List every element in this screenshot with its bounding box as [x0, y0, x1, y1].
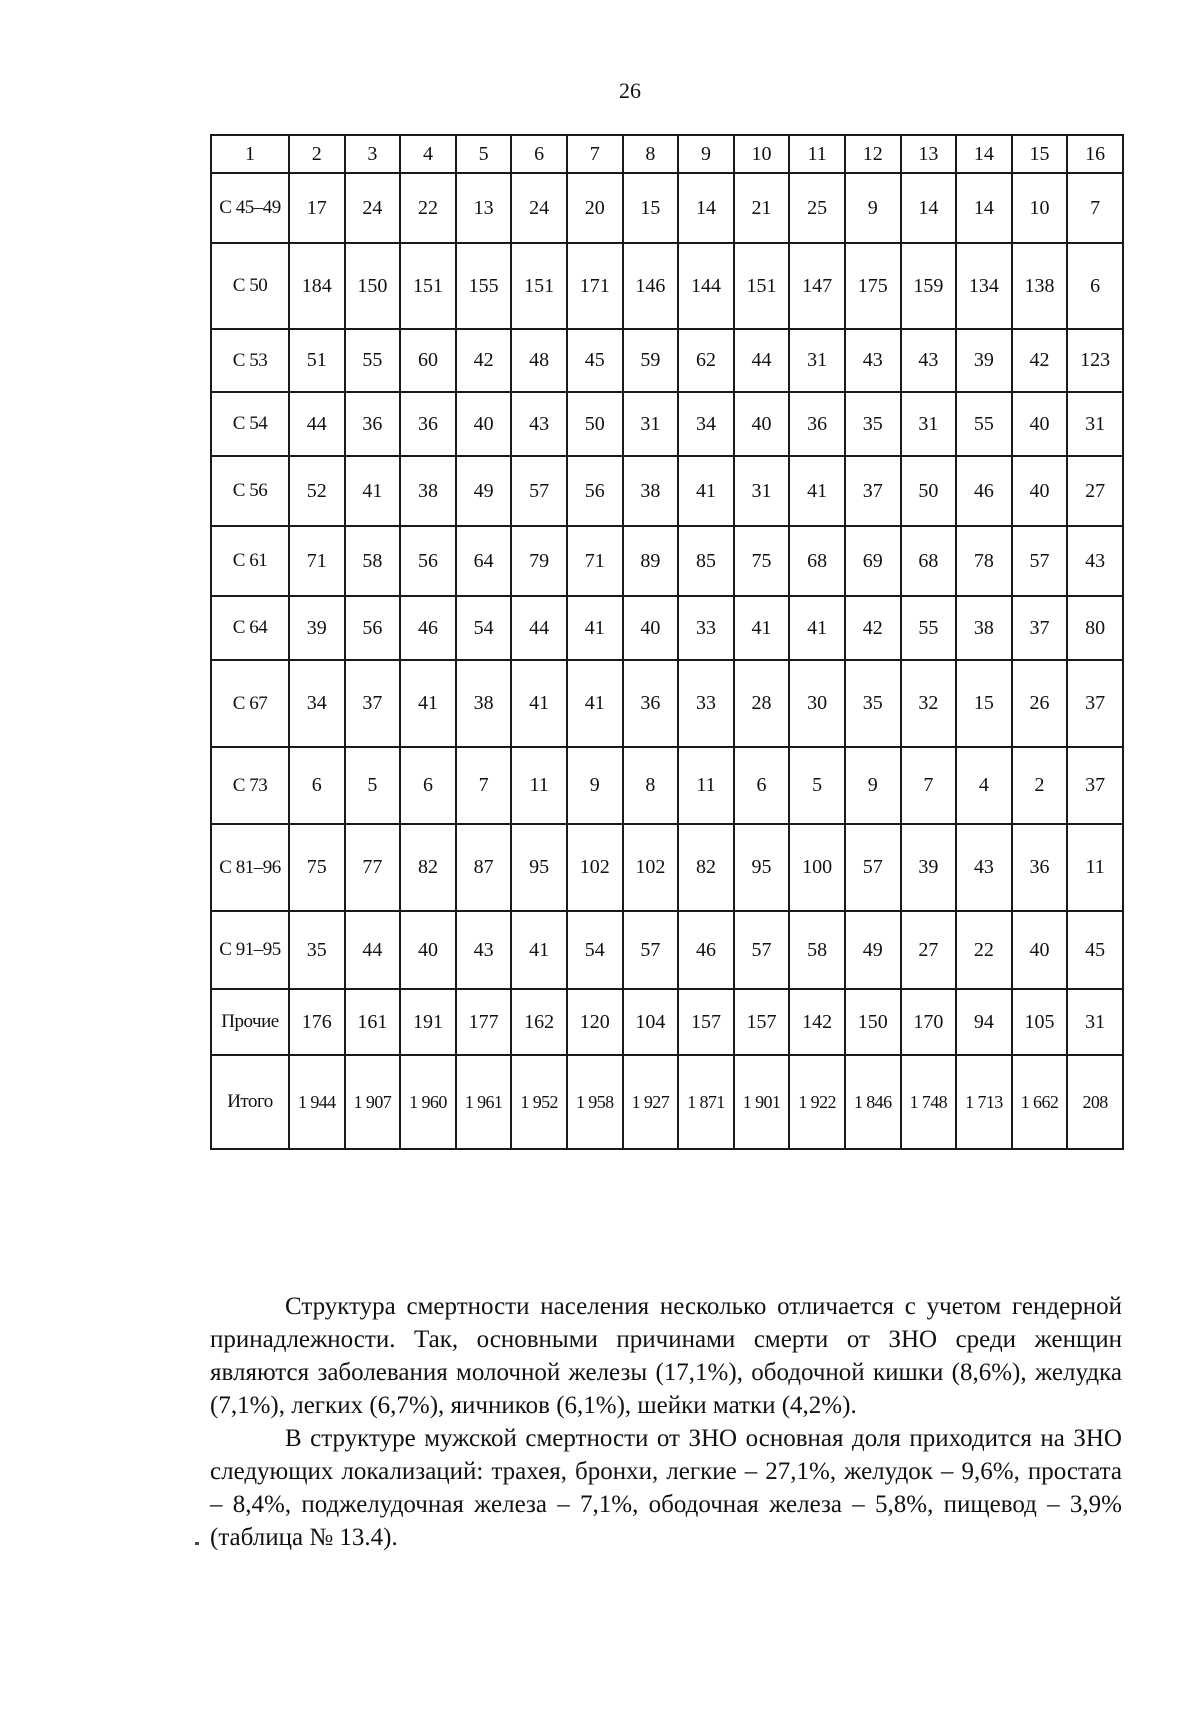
- value-cell: 1 944: [289, 1055, 345, 1149]
- value-cell: 43: [901, 329, 957, 392]
- value-cell: 15: [956, 660, 1012, 747]
- value-cell: 150: [845, 989, 901, 1055]
- value-cell: 8: [623, 747, 679, 824]
- value-cell: 49: [845, 911, 901, 989]
- value-cell: 5: [789, 747, 845, 824]
- value-cell: 1 662: [1012, 1055, 1068, 1149]
- value-cell: 26: [1012, 660, 1068, 747]
- value-cell: 11: [1067, 824, 1123, 911]
- value-cell: 32: [901, 660, 957, 747]
- table-row: [211, 456, 1123, 526]
- value-cell: 2: [1012, 747, 1068, 824]
- value-cell: 170: [901, 989, 957, 1055]
- value-cell: 104: [623, 989, 679, 1055]
- value-cell: 157: [678, 989, 734, 1055]
- value-cell: 1 952: [511, 1055, 567, 1149]
- value-cell: 123: [1067, 329, 1123, 392]
- header-cell: 16: [1067, 135, 1123, 173]
- value-cell: 57: [623, 911, 679, 989]
- value-cell: 87: [456, 824, 512, 911]
- value-cell: 36: [345, 392, 401, 456]
- value-cell: 4: [956, 747, 1012, 824]
- paragraph-male-mortality: В структуре мужской смертности от ЗНО основная доля приходится на ЗНО следующих локализаций: трахея, бронхи, легкие – 27,1%, желудок – 9,6%, простата – 8,4%, поджелудочная железа – 7,1%, ободочная железа – 5,8%, пищевод – 3,9% (таблица № 13.4).: [210, 1425, 1122, 1551]
- row-label-cell: С 73: [211, 747, 289, 824]
- value-cell: 39: [956, 329, 1012, 392]
- value-cell: 36: [789, 392, 845, 456]
- value-cell: 14: [956, 173, 1012, 243]
- value-cell: 69: [845, 526, 901, 596]
- value-cell: 24: [511, 173, 567, 243]
- header-cell: 5: [456, 135, 512, 173]
- value-cell: 30: [789, 660, 845, 747]
- value-cell: 15: [623, 173, 679, 243]
- value-cell: 11: [678, 747, 734, 824]
- value-cell: 41: [734, 596, 790, 660]
- value-cell: 43: [511, 392, 567, 456]
- value-cell: 78: [956, 526, 1012, 596]
- row-label-cell: С 56: [211, 456, 289, 526]
- value-cell: 75: [734, 526, 790, 596]
- header-cell: 9: [678, 135, 734, 173]
- row-label-cell: С 61: [211, 526, 289, 596]
- table-row: [211, 596, 1123, 660]
- value-cell: 36: [400, 392, 456, 456]
- value-cell: 25: [789, 173, 845, 243]
- value-cell: 28: [734, 660, 790, 747]
- value-cell: 155: [456, 243, 512, 329]
- value-cell: 36: [623, 660, 679, 747]
- body-text: [210, 1290, 1122, 1554]
- value-cell: 37: [1067, 747, 1123, 824]
- value-cell: 41: [789, 596, 845, 660]
- value-cell: 57: [1012, 526, 1068, 596]
- value-cell: 100: [789, 824, 845, 911]
- value-cell: 44: [289, 392, 345, 456]
- value-cell: 41: [345, 456, 401, 526]
- value-cell: 191: [400, 989, 456, 1055]
- header-cell: 13: [901, 135, 957, 173]
- value-cell: 22: [400, 173, 456, 243]
- value-cell: 5: [345, 747, 401, 824]
- header-cell: 1: [211, 135, 289, 173]
- row-label-cell: С 50: [211, 243, 289, 329]
- value-cell: 44: [511, 596, 567, 660]
- header-cell: 3: [345, 135, 401, 173]
- value-cell: 7: [901, 747, 957, 824]
- value-cell: 57: [845, 824, 901, 911]
- value-cell: 11: [511, 747, 567, 824]
- value-cell: 50: [567, 392, 623, 456]
- value-cell: 1 907: [345, 1055, 401, 1149]
- value-cell: 85: [678, 526, 734, 596]
- value-cell: 68: [789, 526, 845, 596]
- row-label-cell: С 67: [211, 660, 289, 747]
- value-cell: 35: [845, 660, 901, 747]
- value-cell: 31: [1067, 989, 1123, 1055]
- value-cell: 52: [289, 456, 345, 526]
- value-cell: 48: [511, 329, 567, 392]
- value-cell: 151: [511, 243, 567, 329]
- value-cell: 68: [901, 526, 957, 596]
- value-cell: 134: [956, 243, 1012, 329]
- table-row: [211, 989, 1123, 1055]
- value-cell: 34: [289, 660, 345, 747]
- scan-speck: [195, 1542, 199, 1545]
- value-cell: 161: [345, 989, 401, 1055]
- value-cell: 1 922: [789, 1055, 845, 1149]
- value-cell: 37: [345, 660, 401, 747]
- table-row: [211, 392, 1123, 456]
- value-cell: 58: [345, 526, 401, 596]
- value-cell: 43: [1067, 526, 1123, 596]
- value-cell: 22: [956, 911, 1012, 989]
- value-cell: 54: [567, 911, 623, 989]
- value-cell: 7: [1067, 173, 1123, 243]
- header-cell: 14: [956, 135, 1012, 173]
- value-cell: 1 846: [845, 1055, 901, 1149]
- value-cell: 176: [289, 989, 345, 1055]
- value-cell: 14: [901, 173, 957, 243]
- table-row: [211, 526, 1123, 596]
- value-cell: 89: [623, 526, 679, 596]
- value-cell: 51: [289, 329, 345, 392]
- value-cell: 71: [289, 526, 345, 596]
- value-cell: 40: [1012, 392, 1068, 456]
- value-cell: 40: [623, 596, 679, 660]
- value-cell: 40: [400, 911, 456, 989]
- row-label-cell: С 45–49: [211, 173, 289, 243]
- value-cell: 80: [1067, 596, 1123, 660]
- paragraph-gender-structure: Структура смертности населения несколько отличается с учетом гендерной принадлежности. Так, основными причинами смерти от ЗНО среди женщин являются заболевания молочной железы (17,1%), ободочной кишки (8,6%), желудка (7,1%), легких (6,7%), яичников (6,1%), шейки матки (4,2%).: [210, 1293, 1122, 1419]
- value-cell: 42: [845, 596, 901, 660]
- value-cell: 105: [1012, 989, 1068, 1055]
- value-cell: 1 871: [678, 1055, 734, 1149]
- value-cell: 162: [511, 989, 567, 1055]
- header-cell: 10: [734, 135, 790, 173]
- value-cell: 71: [567, 526, 623, 596]
- value-cell: 40: [734, 392, 790, 456]
- value-cell: 75: [289, 824, 345, 911]
- header-cell: 4: [400, 135, 456, 173]
- value-cell: 60: [400, 329, 456, 392]
- header-cell: 15: [1012, 135, 1068, 173]
- value-cell: 24: [345, 173, 401, 243]
- value-cell: 33: [678, 596, 734, 660]
- value-cell: 27: [1067, 456, 1123, 526]
- row-label-cell: Прочие: [211, 989, 289, 1055]
- value-cell: 38: [400, 456, 456, 526]
- value-cell: 56: [345, 596, 401, 660]
- value-cell: 35: [289, 911, 345, 989]
- value-cell: 1 960: [400, 1055, 456, 1149]
- value-cell: 10: [1012, 173, 1068, 243]
- value-cell: 31: [623, 392, 679, 456]
- value-cell: 7: [456, 747, 512, 824]
- value-cell: 43: [845, 329, 901, 392]
- value-cell: 55: [345, 329, 401, 392]
- value-cell: 27: [901, 911, 957, 989]
- value-cell: 102: [567, 824, 623, 911]
- value-cell: 6: [1067, 243, 1123, 329]
- header-cell: 8: [623, 135, 679, 173]
- value-cell: 150: [345, 243, 401, 329]
- value-cell: 33: [678, 660, 734, 747]
- value-cell: 82: [400, 824, 456, 911]
- value-cell: 46: [400, 596, 456, 660]
- value-cell: 41: [789, 456, 845, 526]
- value-cell: 159: [901, 243, 957, 329]
- table-row: [211, 747, 1123, 824]
- value-cell: 46: [678, 911, 734, 989]
- table-row: [211, 243, 1123, 329]
- header-cell: 6: [511, 135, 567, 173]
- value-cell: 41: [511, 660, 567, 747]
- value-cell: 57: [734, 911, 790, 989]
- value-cell: 79: [511, 526, 567, 596]
- table-row: [211, 911, 1123, 989]
- header-cell: 12: [845, 135, 901, 173]
- value-cell: 36: [1012, 824, 1068, 911]
- value-cell: 31: [901, 392, 957, 456]
- value-cell: 13: [456, 173, 512, 243]
- value-cell: 55: [901, 596, 957, 660]
- value-cell: 77: [345, 824, 401, 911]
- value-cell: 35: [845, 392, 901, 456]
- value-cell: 44: [734, 329, 790, 392]
- value-cell: 44: [345, 911, 401, 989]
- table-row: [211, 660, 1123, 747]
- value-cell: 41: [567, 596, 623, 660]
- value-cell: 45: [567, 329, 623, 392]
- value-cell: 171: [567, 243, 623, 329]
- value-cell: 40: [1012, 911, 1068, 989]
- value-cell: 34: [678, 392, 734, 456]
- value-cell: 6: [289, 747, 345, 824]
- value-cell: 9: [845, 173, 901, 243]
- value-cell: 94: [956, 989, 1012, 1055]
- value-cell: 64: [456, 526, 512, 596]
- value-cell: 31: [734, 456, 790, 526]
- value-cell: 40: [1012, 456, 1068, 526]
- row-label-cell: С 54: [211, 392, 289, 456]
- value-cell: 39: [901, 824, 957, 911]
- value-cell: 58: [789, 911, 845, 989]
- table-row: [211, 1055, 1123, 1149]
- value-cell: 14: [678, 173, 734, 243]
- value-cell: 177: [456, 989, 512, 1055]
- value-cell: 59: [623, 329, 679, 392]
- header-cell: 11: [789, 135, 845, 173]
- value-cell: 208: [1067, 1055, 1123, 1149]
- value-cell: 147: [789, 243, 845, 329]
- value-cell: 1 901: [734, 1055, 790, 1149]
- row-label-cell: С 91–95: [211, 911, 289, 989]
- value-cell: 21: [734, 173, 790, 243]
- value-cell: 46: [956, 456, 1012, 526]
- value-cell: 38: [456, 660, 512, 747]
- value-cell: 82: [678, 824, 734, 911]
- value-cell: 138: [1012, 243, 1068, 329]
- row-label-cell: С 64: [211, 596, 289, 660]
- value-cell: 1 748: [901, 1055, 957, 1149]
- value-cell: 120: [567, 989, 623, 1055]
- value-cell: 184: [289, 243, 345, 329]
- value-cell: 157: [734, 989, 790, 1055]
- value-cell: 151: [400, 243, 456, 329]
- page-number: 26: [619, 78, 641, 103]
- value-cell: 62: [678, 329, 734, 392]
- value-cell: 20: [567, 173, 623, 243]
- value-cell: 45: [1067, 911, 1123, 989]
- value-cell: 41: [567, 660, 623, 747]
- value-cell: 146: [623, 243, 679, 329]
- header-cell: 2: [289, 135, 345, 173]
- value-cell: 9: [845, 747, 901, 824]
- value-cell: 42: [1012, 329, 1068, 392]
- value-cell: 144: [678, 243, 734, 329]
- value-cell: 38: [956, 596, 1012, 660]
- row-label-cell: Итого: [211, 1055, 289, 1149]
- row-label-cell: С 81–96: [211, 824, 289, 911]
- value-cell: 1 961: [456, 1055, 512, 1149]
- value-cell: 102: [623, 824, 679, 911]
- value-cell: 39: [289, 596, 345, 660]
- value-cell: 50: [901, 456, 957, 526]
- value-cell: 37: [1012, 596, 1068, 660]
- value-cell: 54: [456, 596, 512, 660]
- value-cell: 42: [456, 329, 512, 392]
- value-cell: 37: [1067, 660, 1123, 747]
- value-cell: 6: [400, 747, 456, 824]
- header-cell: 7: [567, 135, 623, 173]
- value-cell: 95: [734, 824, 790, 911]
- value-cell: 55: [956, 392, 1012, 456]
- row-label-cell: С 53: [211, 329, 289, 392]
- table-row: [211, 173, 1123, 243]
- value-cell: 56: [400, 526, 456, 596]
- value-cell: 31: [789, 329, 845, 392]
- table-row: [211, 329, 1123, 392]
- value-cell: 43: [456, 911, 512, 989]
- value-cell: 142: [789, 989, 845, 1055]
- mortality-table: [210, 134, 1124, 1150]
- value-cell: 151: [734, 243, 790, 329]
- value-cell: 1 958: [567, 1055, 623, 1149]
- value-cell: 41: [400, 660, 456, 747]
- value-cell: 17: [289, 173, 345, 243]
- table-row: [211, 824, 1123, 911]
- value-cell: 41: [511, 911, 567, 989]
- value-cell: 57: [511, 456, 567, 526]
- value-cell: 175: [845, 243, 901, 329]
- value-cell: 37: [845, 456, 901, 526]
- value-cell: 9: [567, 747, 623, 824]
- value-cell: 40: [456, 392, 512, 456]
- value-cell: 56: [567, 456, 623, 526]
- value-cell: 1 927: [623, 1055, 679, 1149]
- value-cell: 41: [678, 456, 734, 526]
- value-cell: 95: [511, 824, 567, 911]
- value-cell: 49: [456, 456, 512, 526]
- table-header-row: [211, 135, 1123, 173]
- value-cell: 38: [623, 456, 679, 526]
- value-cell: 1 713: [956, 1055, 1012, 1149]
- value-cell: 6: [734, 747, 790, 824]
- value-cell: 43: [956, 824, 1012, 911]
- value-cell: 31: [1067, 392, 1123, 456]
